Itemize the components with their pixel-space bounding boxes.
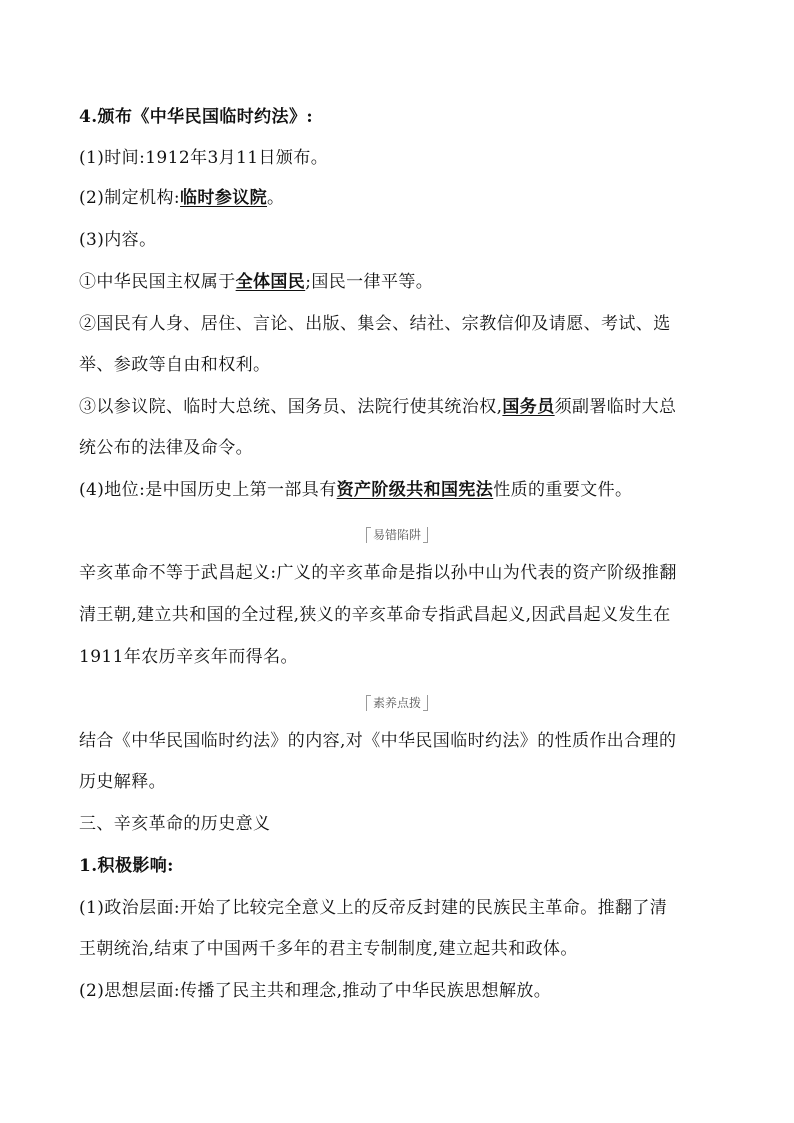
item-institution-label: (2)制定机构: [79,188,181,208]
key-term-provisional-senate: 临时参议院 [180,188,268,208]
ideological-level: (2)思想层面:传播了民主共和理念,推动了中华民族思想解放。 [79,981,552,1001]
key-term-state-councillor: 国务员 [502,397,555,417]
item-status-pre: (4)地位:是中国历史上第一部具有 [79,480,337,500]
content-point-3-line1 [79,396,719,418]
content-point-2-line2: 举、参政等自由和权利。 [79,355,271,375]
key-term-all-citizens: 全体国民 [235,272,306,292]
section4-heading: 4.颁布《中华民国临时约法》: [79,107,314,127]
content-point-1-pre: ①中华民国主权属于 [79,272,236,292]
part3-heading: 三、辛亥革命的历史意义 [79,814,271,834]
pitfall-line1: 辛亥革命不等于武昌起义:广义的辛亥革命是指以孙中山为代表的资产阶级推翻 [79,563,677,583]
item-status-post: 性质的重要文件。 [493,480,633,500]
pitfall-tag: 易错陷阱 [0,527,794,543]
political-level-line2: 王朝统治,结束了中国两千多年的君主专制制度,建立起共和政体。 [79,939,578,959]
item-status [79,479,719,501]
item-time: (1)时间:1912年3月11日颁布。 [79,148,329,168]
content-point-3-pre: ③以参议院、临时大总统、国务员、法院行使其统治权, [79,397,503,417]
content-point-3-post: 须副署临时大总 [554,397,677,417]
key-term-bourgeois-constitution: 资产阶级共和国宪法 [336,480,494,500]
pitfall-line2: 清王朝,建立共和国的全过程,狭义的辛亥革命专指武昌起义,因武昌起义发生在 [79,605,671,625]
literacy-line1: 结合《中华民国临时约法》的内容,对《中华民国临时约法》的性质作出合理的 [79,731,677,751]
political-level-line1: (1)政治层面:开始了比较完全意义上的反帝反封建的民族民主革命。推翻了清 [79,898,668,918]
content-point-1 [79,271,719,293]
content-point-3-line2: 统公布的法律及命令。 [79,438,253,458]
content-point-2-line1: ②国民有人身、居住、言论、出版、集会、结社、宗教信仰及请愿、考试、选 [79,314,671,334]
positive-impact-heading: 1.积极影响: [79,856,174,876]
item-institution [79,187,719,209]
literacy-line2: 历史解释。 [79,772,166,792]
item-institution-end: 。 [267,188,285,208]
literacy-tag: 素养点拨 [0,695,794,711]
item-content: (3)内容。 [79,230,157,250]
pitfall-line3: 1911年农历辛亥年而得名。 [79,647,298,667]
content-point-1-post: ;国民一律平等。 [305,272,434,292]
